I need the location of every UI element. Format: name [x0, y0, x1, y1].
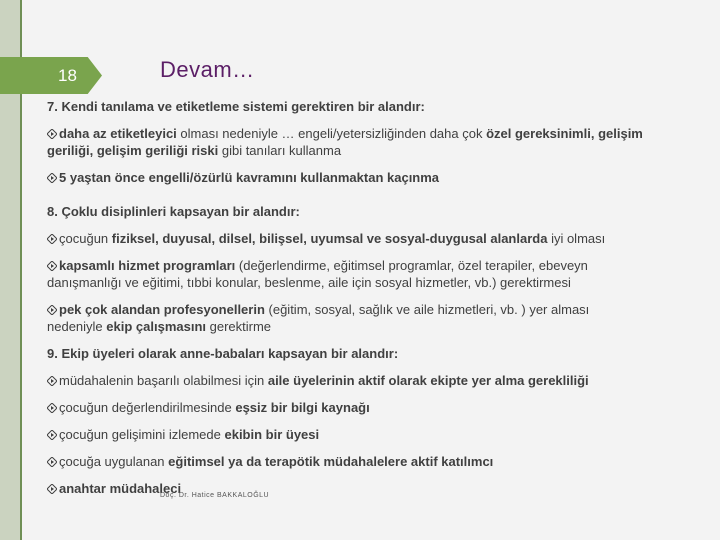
bullet-1 — [47, 125, 647, 159]
footer-author: Doç. Dr. Hatice BAKKALOĞLU — [160, 492, 270, 499]
bullet-2 — [47, 169, 647, 186]
bullet-1-text-a: olması nedeniyle … engeli/yetersizliğinden daha çok — [176, 126, 487, 141]
diamond-arrow-icon — [47, 261, 57, 271]
bullet-1-bold-a: daha az etiketleyici — [59, 126, 177, 141]
bullet-5-bold-b: ekip çalışmasını — [106, 319, 207, 334]
bullet-1-bold-b: özel gereksinimli, gelişim geriliği, gelişim geriliği riski — [47, 126, 643, 158]
bullet-6 — [47, 372, 647, 389]
page-number-tab — [0, 57, 102, 94]
bullet-3-text-b: iyi olması — [547, 231, 606, 246]
bullet-5 — [47, 301, 647, 335]
bullet-6-bold: aile üyelerinin aktif olarak ekipte yer alma gerekliliği — [267, 373, 589, 388]
diamond-arrow-icon — [47, 234, 57, 244]
bullet-8-bold: ekibin bir üyesi — [224, 427, 320, 442]
diamond-arrow-icon — [47, 457, 57, 467]
bullet-9 — [47, 453, 647, 470]
bullet-6-text: müdahalenin başarılı olabilmesi için — [59, 373, 268, 388]
bullet-3-bold: fiziksel, duyusal, dilsel, bilişsel, uyumsal ve sosyal-duygusal alanlarda — [111, 231, 548, 246]
bullet-3-text-a: çocuğun — [59, 231, 112, 246]
bullet-3 — [47, 230, 647, 247]
bullet-1-text-b: gibi tanıları kullanma — [218, 143, 342, 158]
bullet-7-text: çocuğun değerlendirilmesinde — [59, 400, 236, 415]
page-number: 18 — [58, 66, 77, 85]
bullet-4-text: (değerlendirme, eğitimsel programlar, özel terapiler, ebeveyn danışmanlığı ve eğitimi, tıbbi konular, beslenme, aile için sosyal hizmetler, vb.) gerektirmesi — [47, 258, 588, 290]
diamond-arrow-icon — [47, 173, 57, 183]
slide-title: Devam… — [160, 57, 255, 82]
bullet-9-text: çocuğa uygulanan — [59, 454, 169, 469]
diamond-arrow-icon — [47, 430, 57, 440]
bullet-10-text: anahtar müdahaleci — [59, 481, 182, 496]
bullet-4-bold: kapsamlı hizmet programları — [59, 258, 236, 273]
bullet-7 — [47, 399, 647, 416]
bullet-2-text: 5 yaştan önce engelli/özürlü kavramını kullanmaktan kaçınma — [59, 170, 440, 185]
bullet-5-text-b: gerektirme — [206, 319, 272, 334]
diamond-arrow-icon — [47, 403, 57, 413]
heading-7: 7. Kendi tanılama ve etiketleme sistemi gerektiren bir alandır: — [47, 99, 425, 114]
bullet-5-bold-a: pek çok alandan profesyonellerin — [59, 302, 265, 317]
bullet-8-text: çocuğun gelişimini izlemede — [59, 427, 225, 442]
bullet-10 — [47, 480, 647, 497]
bullet-7-bold: eşsiz bir bilgi kaynağı — [235, 400, 370, 415]
diamond-arrow-icon — [47, 129, 57, 139]
heading-8: 8. Çoklu disiplinleri kapsayan bir alandır: — [47, 204, 300, 219]
slide-content — [47, 98, 647, 497]
bullet-4 — [47, 257, 647, 291]
bullet-5-text-a: (eğitim, sosyal, sağlık ve aile hizmetleri, vb. ) yer alması nedeniyle — [47, 302, 590, 334]
bullet-9-bold: eğitimsel ya da terapötik müdahalelere aktif katılımcı — [168, 454, 494, 469]
diamond-arrow-icon — [47, 484, 57, 494]
bullet-8 — [47, 426, 647, 443]
diamond-arrow-icon — [47, 305, 57, 315]
diamond-arrow-icon — [47, 376, 57, 386]
heading-9: 9. Ekip üyeleri olarak anne-babaları kapsayan bir alandır: — [47, 346, 399, 361]
